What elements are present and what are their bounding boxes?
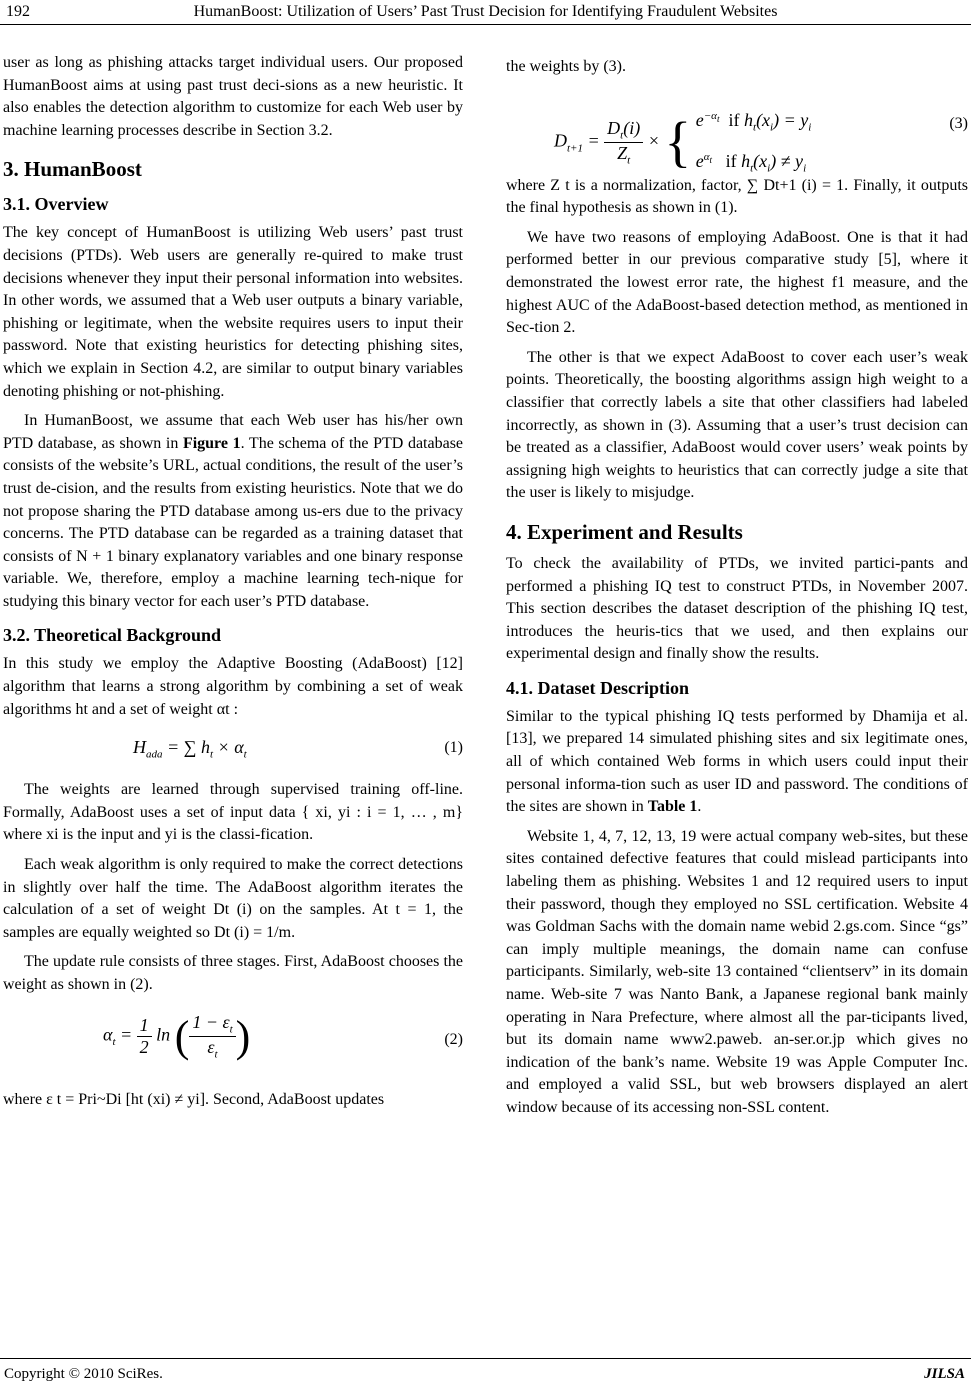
- paragraph-epsilon: where ε t = Pri~Di [ht (xi) ≠ yi]. Second, AdaBoost updates: [3, 1090, 385, 1108]
- paragraph-weights-by: the weights by (3).: [506, 58, 626, 75]
- paragraph-weak-points: The other is that we expect AdaBoost to cover each user’s weak points. Theoretically, the boosting algorithms assign high weight to a classifier that correctly labels a site that other classifiers had labeled incorrectly, as shown in (3). Assuming that a user’s trust decision can be treated as a classifier, AdaBoost would cover users’ weak points by assigning high weights to heuristics that can correctly judge a site that the user is likely to misjudge.: [506, 348, 968, 502]
- paragraph-reasons: We have two reasons of employing AdaBoost. One is that it had performed better in our previous comparative study [5], where it demonstrated the lowest error rate, the highest f1 measure, and the highest AUC of the AdaBoost-based detection method, as mentioned in Sec-tion 2.: [506, 228, 968, 337]
- paragraph-dataset: Similar to the typical phishing IQ tests performed by Dhamija et al. [13], we prepared 14 simulated phishing sites and six legitimate ones, all of which contained Web forms in which users could input their personal informa-tion such as user ID and password. The conditions of the sites are shown in Table 1.: [506, 707, 968, 816]
- paragraph-adaboost: In this study we employ the Adaptive Boosting (AdaBoost) [12] algorithm that learns a strong algorithm by combining a set of weak algorithms ht and a set of weight αt :: [3, 655, 463, 718]
- footer-rule: [0, 1358, 971, 1359]
- paragraph-overview: The key concept of HumanBoost is utilizing Web users’ past trust decisions (PTDs). Web users are generally re-quired to make trust decisions whenever they input their personal information into websites. In other words, we assumed that a Web user outputs a binary variable, phishing or legitimate, when the website requires users to input their password. Note that existing heuristics for detecting phishing sites, which we explain in Section 4.2, are similar to output binary variables denoting phishing or not-phishing.: [3, 224, 463, 400]
- page-footer: [0, 1364, 971, 1384]
- paragraph-weak-algorithm: Each weak algorithm is only required to make the correct detections in slightly over half the time. The AdaBoost algorithm iterates the calculation of a set of weight Dt (i) on the samples. At t = 1, the samples are equally weighted so Dt (i) = 1/m.: [3, 856, 463, 941]
- paragraph-websites: Website 1, 4, 7, 12, 13, 19 were actual company web-sites, but these sites contained defective features that could mislead participants into labeling them as phishing. Websites 1 and 12 required users to input their password, though they employed no SSL certification. Website 4 was Goldman Sachs with the domain name webid 2.gs.com. Since “gs” can imply multiple meanings, the domain name can confuse participants. Similarly, web-site 13 contained “clientserv” in its domain name. Web-site 7 was Nanto Bank, a Japanese regional bank mainly operating in Nara Prefecture, where almost all the par-ticipants lived, but its domain name www2.paweb. an-ser.or.jp which gives no indication of the bank’s name. Website 19 was Apple Computer Inc. and employed a valid SSL, but web browsers displayed an alert window because of its accessing non-SSL content.: [506, 827, 968, 1116]
- section-3-1-heading: 3.1. Overview: [3, 194, 109, 215]
- section-3-2-heading: 3.2. Theoretical Background: [3, 625, 222, 646]
- journal-name: JILSA: [924, 1366, 965, 1382]
- equation-1: $H_{ada}$ = ∑ $h_t \times \alpha_t$ (1): [133, 737, 463, 761]
- paragraph-experiment: To check the availability of PTDs, we invited partici-pants and performed a phishing IQ test to construct PTDs, in November 2007. This section describes the dataset description of the phishing IQ test, introduces the heuris-tics that we used, and then explains our experimental design and finally show the results.: [506, 554, 968, 663]
- section-4-heading: 4. Experiment and Results: [506, 519, 743, 544]
- paragraph-weights: The weights are learned through supervised training off-line. Formally, AdaBoost uses a set of input data { xi, yi : i = 1, … , m} where xi is the input and yi is the classi-fication.: [3, 781, 463, 844]
- paragraph-update-rule: The update rule consists of three stages. First, AdaBoost chooses the weight as shown in (2).: [3, 953, 463, 993]
- equation-3: $D_{t+1}$ = $\frac{D_t(i)}{Z_t}$ × { $e^{-\alpha_t}$ if $h_t(x_i) = y_i$ $e^{\alpha_t}$ if $h_t(x_i) \ne y_i$ (3): [554, 109, 968, 175]
- paragraph-normalization: where Z t is a normalization, factor, ∑ Dt+1 (i) = 1. Finally, it outputs the final hypothesis as shown in (1).: [506, 176, 968, 217]
- equation-2-number: (2): [444, 1030, 463, 1048]
- running-header: [0, 0, 971, 22]
- paragraph-ptd-database: In HumanBoost, we assume that each Web user has his/her own PTD database, as shown in Figure 1. The schema of the PTD database consists of the website’s URL, actual conditions, the result of the user’s trust de-cision, and the results from existing heuristics. Note that we do not propose sharing the PTD database among us-ers due to the privacy concerns. The PTD database can be regarded as a training dataset that consists of N + 1 binary explanatory variables and one binary response variable. We, therefore, employ a machine learning tech-nique for studying this binary vector for each user’s PTD database.: [3, 412, 464, 610]
- equation-1-number: (1): [444, 739, 463, 757]
- header-rule: [0, 24, 971, 25]
- equation-2: $\alpha_t$ = $\frac{1}{2}$ ln ( $\frac{1 - \varepsilon_t}{\varepsilon_t}$ ) (2): [103, 1011, 463, 1061]
- figure-reference: Figure 1: [182, 434, 241, 452]
- paragraph-intro: user as long as phishing attacks target individual users. Our proposed HumanBoost aims at using past trust deci-sions as a new heuristic. It also enables the detection algorithm to customize for each Web user by machine learning processes describe in Section 3.2.: [3, 54, 463, 139]
- copyright: Copyright © 2010 SciRes.: [4, 1366, 163, 1382]
- page-number: 192: [6, 3, 30, 20]
- left-column: [3, 52, 463, 1111]
- section-4-1-heading: 4.1. Dataset Description: [506, 677, 689, 698]
- table-reference: Table 1: [647, 798, 698, 816]
- running-title: HumanBoost: Utilization of Users’ Past Trust Decision for Identifying Fraudulent Websites: [193, 3, 778, 20]
- section-3-heading: 3. HumanBoost: [3, 157, 142, 182]
- right-column: [506, 56, 968, 1120]
- equation-3-number: (3): [949, 114, 968, 132]
